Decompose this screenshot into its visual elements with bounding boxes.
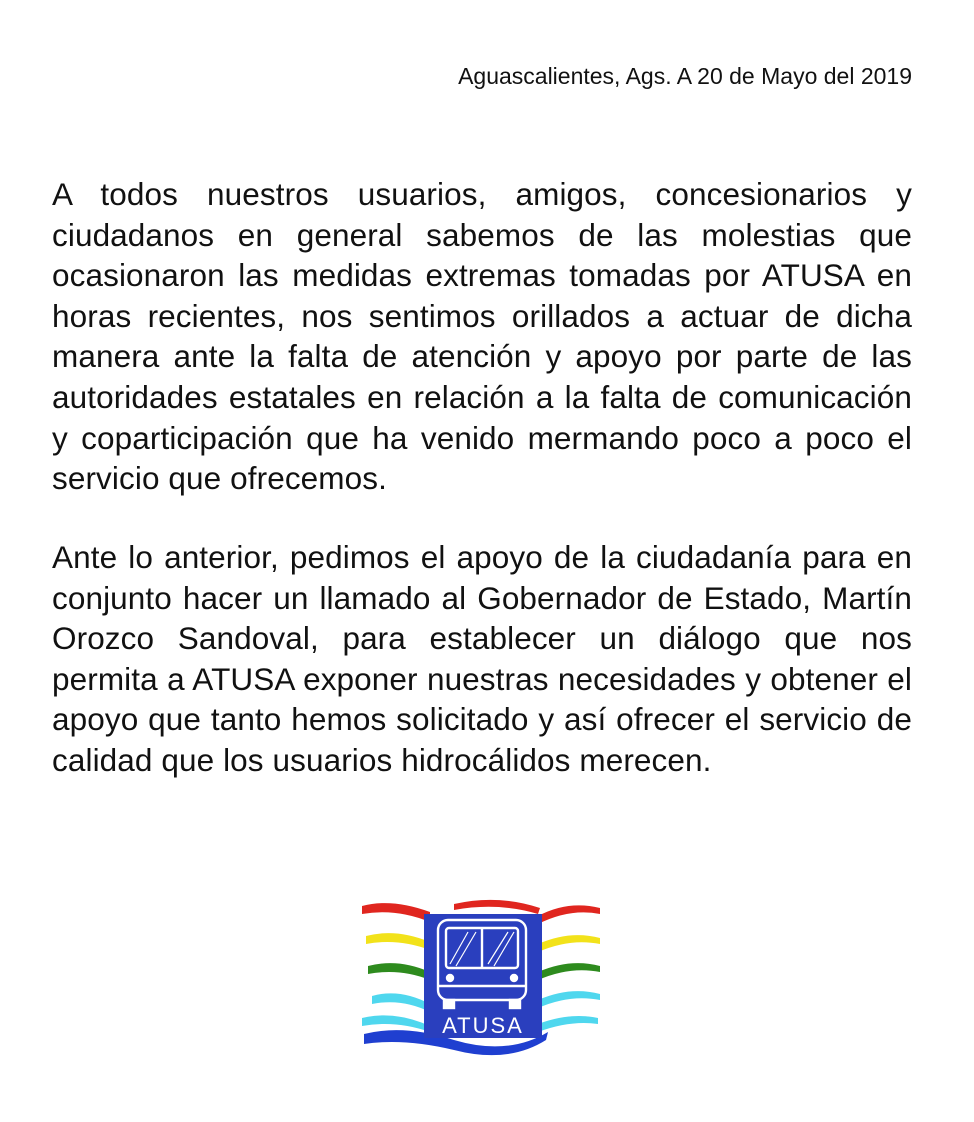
wave-cyan-right <box>538 991 600 1008</box>
letter-paragraph-2: Ante lo anterior, pedimos el apoyo de la ciudadanía para en conjunto hacer un llamado al Gobernador de Estado, Martín Orozco Sandoval, para establecer un diálogo que nos permita a ATUSA exponer nuestras necesidades y obtener el apoyo que tanto hemos solicitado y así ofrecer el servicio de calidad que los usuarios hidrocálidos merecen. <box>52 539 912 778</box>
wave-yellow-right <box>538 935 600 952</box>
logo-text: ATUSA <box>442 1013 524 1038</box>
wave-green-right <box>538 963 600 980</box>
atusa-logo <box>358 892 608 1062</box>
wave-red-left <box>362 903 430 922</box>
letter-paragraph-1: A todos nuestros usuarios, amigos, concesionarios y ciudadanos en general sabemos de las molestias que ocasionaron las medidas extremas tomadas por ATUSA en horas recientes, nos sentimos orillados a actuar de dicha manera ante la falta de atención y apoyo por parte de las autoridades estatales en relación a la falta de comunicación y coparticipación que ha venido mermando poco a poco el servicio que ofrecemos. <box>52 176 912 497</box>
wave-red-right <box>538 905 600 924</box>
wave-cyan2-right <box>538 1016 598 1032</box>
atusa-logo-graphic <box>358 892 608 1062</box>
wave-green-left <box>368 963 430 980</box>
wave-yellow-left <box>366 933 430 950</box>
wave-cyan2-left <box>362 1015 430 1032</box>
wave-red-top <box>454 900 540 914</box>
place-date: Aguascalientes, Ags. A 20 de Mayo del 2019 <box>458 63 912 89</box>
wave-cyan-left <box>372 993 430 1012</box>
